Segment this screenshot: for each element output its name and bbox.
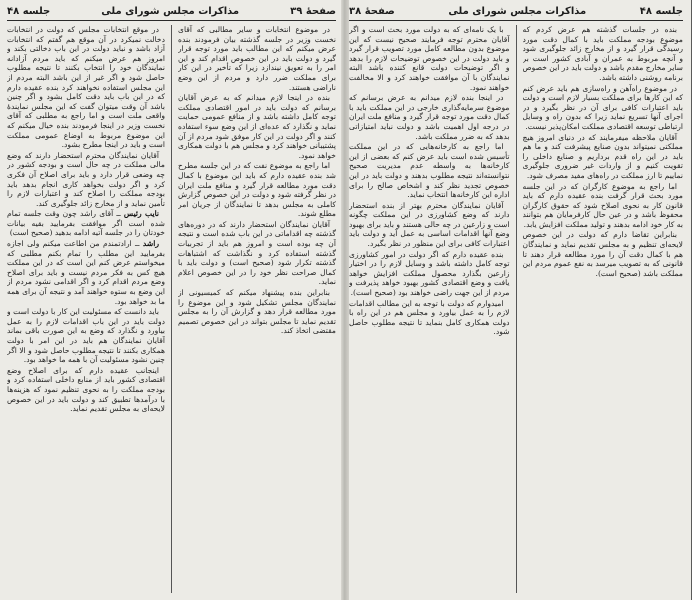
paragraph-text: آقای راشد چون وقت جلسه تمام شده است اگر موافقت بفرمایید بقیه بیانات خودتان را در جلسه آتیه ادامه بدهید (صحیح است) (7, 209, 165, 238)
paragraph (349, 93, 510, 141)
right-page-column-1 (349, 25, 510, 593)
paragraph-text: با یک نامه‌ای که به دولت مورد بحث است و اگر آقایان محترم توجه فرمایند صحیح نیست که این موضوع بدون مطالعه کامل مورد تصویب قرار گیرد و باید دولت در این خصوص توضیحات لازم را بدهد و اگر توضیحات دولت قانع کننده باشد البته نمایندگان با آن موافقت خواهند کرد و الا مخالفت خواهند نمود. (349, 25, 510, 92)
paragraph (349, 142, 510, 200)
paragraph-text: آقایان نمایندگان محترم بهتر از بنده استحضار دارند که وضع کشاورزی در این مملکت چگونه است و زارعین در چه حالی هستند و باید برای بهبود وضع آنها اقدامات اساسی به عمل آید و دولت باید اعتبارات کافی برای این منظور در نظر بگیرد. (349, 200, 510, 249)
left-header-title: مذاکرات مجلس شورای ملی (101, 5, 240, 17)
paragraph-text: بنده در جلسات گذشته هم عرض کردم که موضوع بودجه مملکت باید با کمال دقت مورد رسیدگی قرار گیرد و از مخارج زائد جلوگیری شود و آنچه مربوط به عمران و آبادی کشور است بر سایر مخارج مقدم باشد و دولت باید در این خصوص برنامه روشنی داشته باشد. (522, 25, 683, 82)
paragraph (349, 250, 510, 298)
book-gutter (341, 0, 349, 600)
paragraph (523, 230, 684, 278)
left-page-column-1 (7, 25, 165, 593)
paragraph-text: در موضوع راه‌آهن و راه‌سازی هم باید عرض کنم که این کارها برای مملکت بسیار لازم است و دولت باید اعتبارات کافی برای آن در نظر بگیرد و در اجرای آنها تسریع نماید زیرا که بدون راه و وسایل ارتباطی توسعه اقتصادی مملکت امکان‌پذیر نیست. (522, 83, 683, 131)
left-page (0, 0, 343, 600)
paragraph (178, 25, 336, 92)
right-session-number: جلسه ۴۸ (639, 5, 683, 17)
left-page-column-2 (178, 25, 336, 593)
paragraph-text: ارادتمندم من اطاعت میکنم ولی اجازه بفرمایید این مطلب را تمام بکنم مطلبی که میخواستم عرض کنم این است که در این مملکت هیچ کس به فکر مردم نیست و باید برای اصلاح وضع مردم اقدام کرد و اگر اقدامی نشود مردم از این وضع به ستوه خواهند آمد و نتیجه آن برای همه ما بد خواهد بود. (7, 239, 165, 306)
paragraph-text: آقایان نمایندگان استحضار دارند که در دوره‌های گذشته چه اقداماتی در این باب شده است و نتیجه آن چه بوده است و امروز هم باید از تجربیات گذشته استفاده کرد و نگذاشت که اشتباهات گذشته تکرار شود (صحیح است) و دولت باید با کمال صراحت نظر خود را در این خصوص اعلام نماید. (178, 219, 336, 287)
paragraph-text: در موضوع انتخابات و سایر مطالبی که آقای نخست وزیر در جلسه گذشته بیان فرمودند بنده عرض میکنم که این مطالب باید مورد توجه قرار گیرد و دولت باید در این خصوص اقدام کند و این امر را به تعویق نیندازد زیرا که تأخیر در این کار برای مملکت ضرر دارد و مردم از این وضع ناراضی هستند. (178, 25, 336, 92)
paragraph-text: آقایان ملاحظه میفرمایند که در دنیای امروز هیچ مملکتی نمیتواند بدون صنایع پیشرفت کند و ما هم باید در این راه قدم برداریم و صنایع داخلی را تقویت کنیم و از واردات غیر ضروری جلوگیری نماییم تا ارز مملکت در راه‌های مفید مصرف شود. (522, 132, 683, 180)
paragraph-text: اما راجع به موضوع کارگران که در این جلسه مورد بحث قرار گرفت بنده عقیده دارم که باید قانون کار به نحوی اصلاح شود که حقوق کارگران محفوظ باشد و در عین حال کارفرمایان هم بتوانند به کار خود ادامه بدهند و تولید مملکت افزایش یابد. (522, 181, 683, 229)
right-page (343, 0, 691, 600)
paragraph-text: اما راجع به موضوع نفت که در این جلسه مطرح شد بنده عقیده دارم که باید این موضوع با کمال دقت مورد مطالعه قرار گیرد و منافع ملت ایران در نظر گرفته شود و دولت در این خصوص گزارش کاملی به مجلس بدهد تا نمایندگان از جریان امر مطلع شوند. (178, 161, 336, 219)
paragraph (7, 25, 165, 150)
paragraph (178, 93, 336, 160)
paragraph-text: بنده عقیده دارم که اگر دولت در امور کشاورزی توجه کامل داشته باشد و وسایل لازم را در اختیار زارعین بگذارد محصول مملکت افزایش خواهد یافت و وضع اقتصادی کشور بهبود خواهد پذیرفت و مردم از این جهت راضی خواهند بود (صحیح است). (349, 249, 510, 298)
paragraph (349, 25, 510, 92)
right-header-title: مذاکرات مجلس شورای ملی (448, 5, 587, 17)
speaker-name: راشد (142, 239, 159, 249)
right-column-divider (516, 25, 517, 593)
right-page-number: صفحهٔ ۳۸ (349, 5, 395, 17)
left-columns (7, 25, 336, 593)
paragraph (7, 307, 165, 365)
paragraph (178, 161, 336, 219)
paragraph-text: اما راجع به کارخانه‌هایی که در این مملکت تأسیس شده است باید عرض کنم که بعضی از این کارخانه‌ها به واسطه عدم مدیریت صحیح نتوانسته‌اند نتیجه مطلوب بدهند و دولت باید در این خصوص تجدید نظر کند و اشخاص صالح را برای اداره این کارخانه‌ها انتخاب نماید. (349, 142, 510, 200)
paragraph-text: بنابراین تقاضا دارم که دولت در این خصوص لایحه‌ای تنظیم و به مجلس تقدیم نماید و نمایندگان هم با کمال دقت آن را مورد مطالعه قرار دهند تا قانونی که به تصویب میرسد به نفع عموم مردم این مملکت باشد (صحیح است). (522, 230, 683, 278)
paragraph (523, 84, 684, 132)
paragraph (7, 151, 165, 209)
speaker-separator: ــ (113, 209, 124, 219)
left-page-number: صفحهٔ ۳۹ (290, 5, 336, 17)
paragraph (523, 133, 684, 181)
paragraph (523, 182, 684, 230)
speaker-separator: ــ (131, 239, 143, 249)
paragraph (178, 220, 336, 287)
speaker-name: نایب رئیس (123, 209, 159, 219)
paragraph-text: امیدوارم که دولت با توجه به این مطالب اقدامات لازم را به عمل بیاورد و مجلس هم در این راه با دولت همکاری کامل بنماید تا نتیجه مطلوب حاصل شود. (349, 298, 510, 337)
left-column-divider (171, 25, 172, 593)
left-session-number: جلسه ۴۸ (7, 5, 51, 17)
paragraph (178, 288, 336, 336)
paragraph-text: بنده در اینجا لازم میدانم که به عرض آقایان برسانم که دولت باید در امور اقتصادی مملکت توجه کامل داشته باشد و از منافع عمومی حمایت نماید و نگذارد که عده‌ای از این وضع سوء استفاده کنند و اگر دولت در این کار موفق شود مردم از آن پشتیبانی خواهند کرد و مجلس هم با دولت همکاری خواهد نمود. (178, 93, 336, 160)
right-columns (349, 25, 683, 593)
paragraph-text: باید دانست که مسئولیت این کار با دولت است و دولت باید در این باب اقدامات لازم را به عمل بیاورد و نگذارد که وضع به این صورت باقی بماند آقایان نمایندگان هم باید در این امر با دولت همکاری بکنند تا نتیجه مطلوب حاصل شود و الا اگر چنین نشود مسئولیت آن با همه ما خواهد بود. (7, 307, 165, 365)
paragraph (7, 239, 165, 306)
paragraph (349, 299, 510, 337)
paragraph (349, 201, 510, 249)
paragraph-text: بنابراین بنده پیشنهاد میکنم که کمیسیونی از نمایندگان مجلس تشکیل شود و این موضوع را مورد مطالعه قرار دهد و گزارش آن را به مجلس تقدیم نماید تا مجلس بتواند در این خصوص تصمیم مقتضی اتخاذ کند. (178, 288, 336, 336)
paragraph-text: اینجانب عقیده دارم که برای اصلاح وضع اقتصادی کشور باید از منابع داخلی استفاده کرد و بودجه مملکت را به نحوی تنظیم نمود که هزینه‌ها با درآمدها تطبیق کند و دولت باید در این خصوص لایحه‌ای به مجلس تقدیم نماید. (7, 365, 165, 414)
right-page-column-2 (523, 25, 684, 593)
paragraph (7, 209, 165, 238)
paragraph-text: در موقع انتخابات مجلس که دولت در انتخابات دخالت نمیکرد در آن موقع هم گفتم که انتخابات آزاد باشد و نباید دولت در این باب دخالتی بکند و امروز هم عرض میکنم که باید مردم آزادانه نمایندگان خود را انتخاب بکنند تا نتیجه مطلوب حاصل شود و اگر غیر از این باشد البته مردم از این مجلس استفاده نخواهند کرد بنده عقیده دارم که در این باب باید دقت کامل بشود و اگر چنین باشد آن وقت میتوان گفت که این مجلس نمایندهٔ واقعی ملت است و اما راجع به مطلبی که آقای نخست وزیر در اینجا فرمودند بنده خیال میکنم که این موضوع مربوط به اوضاع عمومی مملکت است و باید در اینجا مطرح بشود. (7, 25, 165, 150)
paragraph (523, 25, 684, 83)
paragraph (7, 366, 165, 414)
paragraph-text: در اینجا بنده لازم میدانم به عرض برسانم که موضوع سرمایه‌گذاری خارجی در این مملکت باید با کمال دقت مورد توجه قرار گیرد و منافع ملت ایران در درجه اول اهمیت باشد و دولت نباید امتیازاتی بدهد که به ضرر مملکت باشد. (349, 93, 510, 141)
paragraph-text: آقایان نمایندگان محترم استحضار دارند که وضع مالی مملکت در چه حال است و بودجه کشور در چه وضعی قرار دارد و باید برای اصلاح آن فکری کرد و اگر دولت بخواهد کاری انجام بدهد باید بودجه مملکت را اصلاح کند و اعتبارات لازم را تأمین نماید و از مخارج زائد جلوگیری کند. (7, 150, 165, 208)
left-running-head (7, 4, 336, 21)
right-running-head (349, 4, 683, 21)
